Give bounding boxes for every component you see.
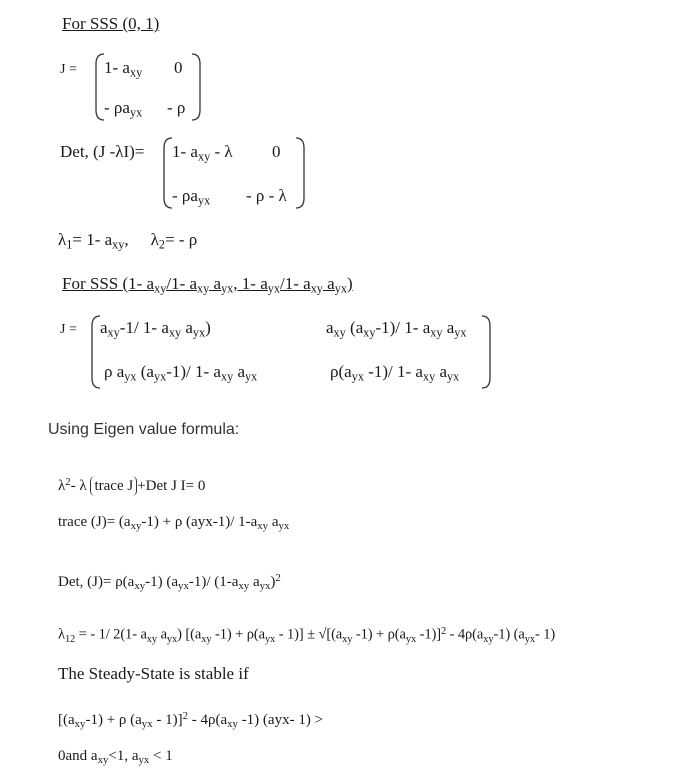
matrix-cell: 0 [272,142,281,161]
eigenvalues-line: $\lambda_1= 1-$ $a_{xy}$, $\lambda_2= - \rho$ [58,230,198,252]
heading-sss-nontrivial: For SSS (1- $a_{xy}/1-$ $a_{xy}$ $a_{yx}$, 1- $a_{yx}/1-$ $a_{xy}$ $a_{yx}$) [62,274,353,296]
matrix-cell: 0 [174,58,183,77]
stability-condition: [$(a_{xy}-1) + \rho$ $(a_{yx} - 1)]^2 - 4\rho(a_{xy}$ -1) (ayx- 1) > [58,710,324,731]
matrix-cell: $a_{xy}$ $(a_{xy}-1)/$ 1- $a_{xy}$ $a_{yx}$ [326,318,467,340]
det-label: Det, (J -λI)= [60,142,145,161]
matrix-right-bracket [190,52,202,122]
matrix-cell: $\rho(a_{yx}$ -1)/ 1- $a_{xy}$ $a_{yx}$ [330,362,460,384]
matrix-cell: 1- $a_{xy}$ [104,58,143,80]
jacobian-label: J = [60,322,77,337]
matrix-cell: - ρ [167,98,186,117]
matrix-cell: $a_{xy}-1/$ 1- $a_{xy}$ $a_{yx}$) [100,318,211,340]
matrix-cell: - $\rho a_{yx}$ [104,98,143,120]
section-text: Using Eigen value formula: [48,421,240,438]
matrix-cell: - $\rho a_{yx}$ [172,186,211,208]
matrix-cell: 1- $a_{xy}$ - λ [172,142,233,164]
lambda12-line: $\lambda_{12}$ = - 1/ 2(1- $a_{xy}$ $a_{yx}$) [($a_{xy}$ $-1) + \rho(a_{yx} - 1)] \pm √[(a_{xy}$ $-1) + \rho(a_{yx}$ $-1)]^2 - 4\rho(a_{xy}-1)$ ($a_{yx}-$ 1) [58,626,556,645]
det-line: Det, $(J)= \rho(a_{xy}-1)$ $(a_{yx}-1)/$ ($1-a_{xy}$ $a_{yx})^2$ [58,572,281,593]
matrix-cell: - ρ - λ [246,186,287,205]
trace-line: trace $(J)= (a_{xy}-1) + \rho$ (ayx-1)/ $1-a_{xy}$ $a_{yx}$ [58,514,290,533]
heading-sss-0-1: For SSS (0, 1) [62,14,160,33]
jacobian-label: J = [60,62,77,77]
stability-condition: 0and $a_{xy}<1$, $a_{yx} < 1$ [58,748,173,767]
matrix-right-bracket [294,136,306,210]
trace-box: trace J [90,476,137,496]
characteristic-equation: $\lambda^2-$ λ trace J +Det J I= 0 [58,476,206,494]
matrix-right-bracket [480,314,492,390]
stability-statement: The Steady-State is stable if [58,664,249,683]
matrix-cell: ρ $a_{yx}$ $(a_{yx}-1)/$ 1- $a_{xy}$ $a_{yx}$ [104,362,258,384]
